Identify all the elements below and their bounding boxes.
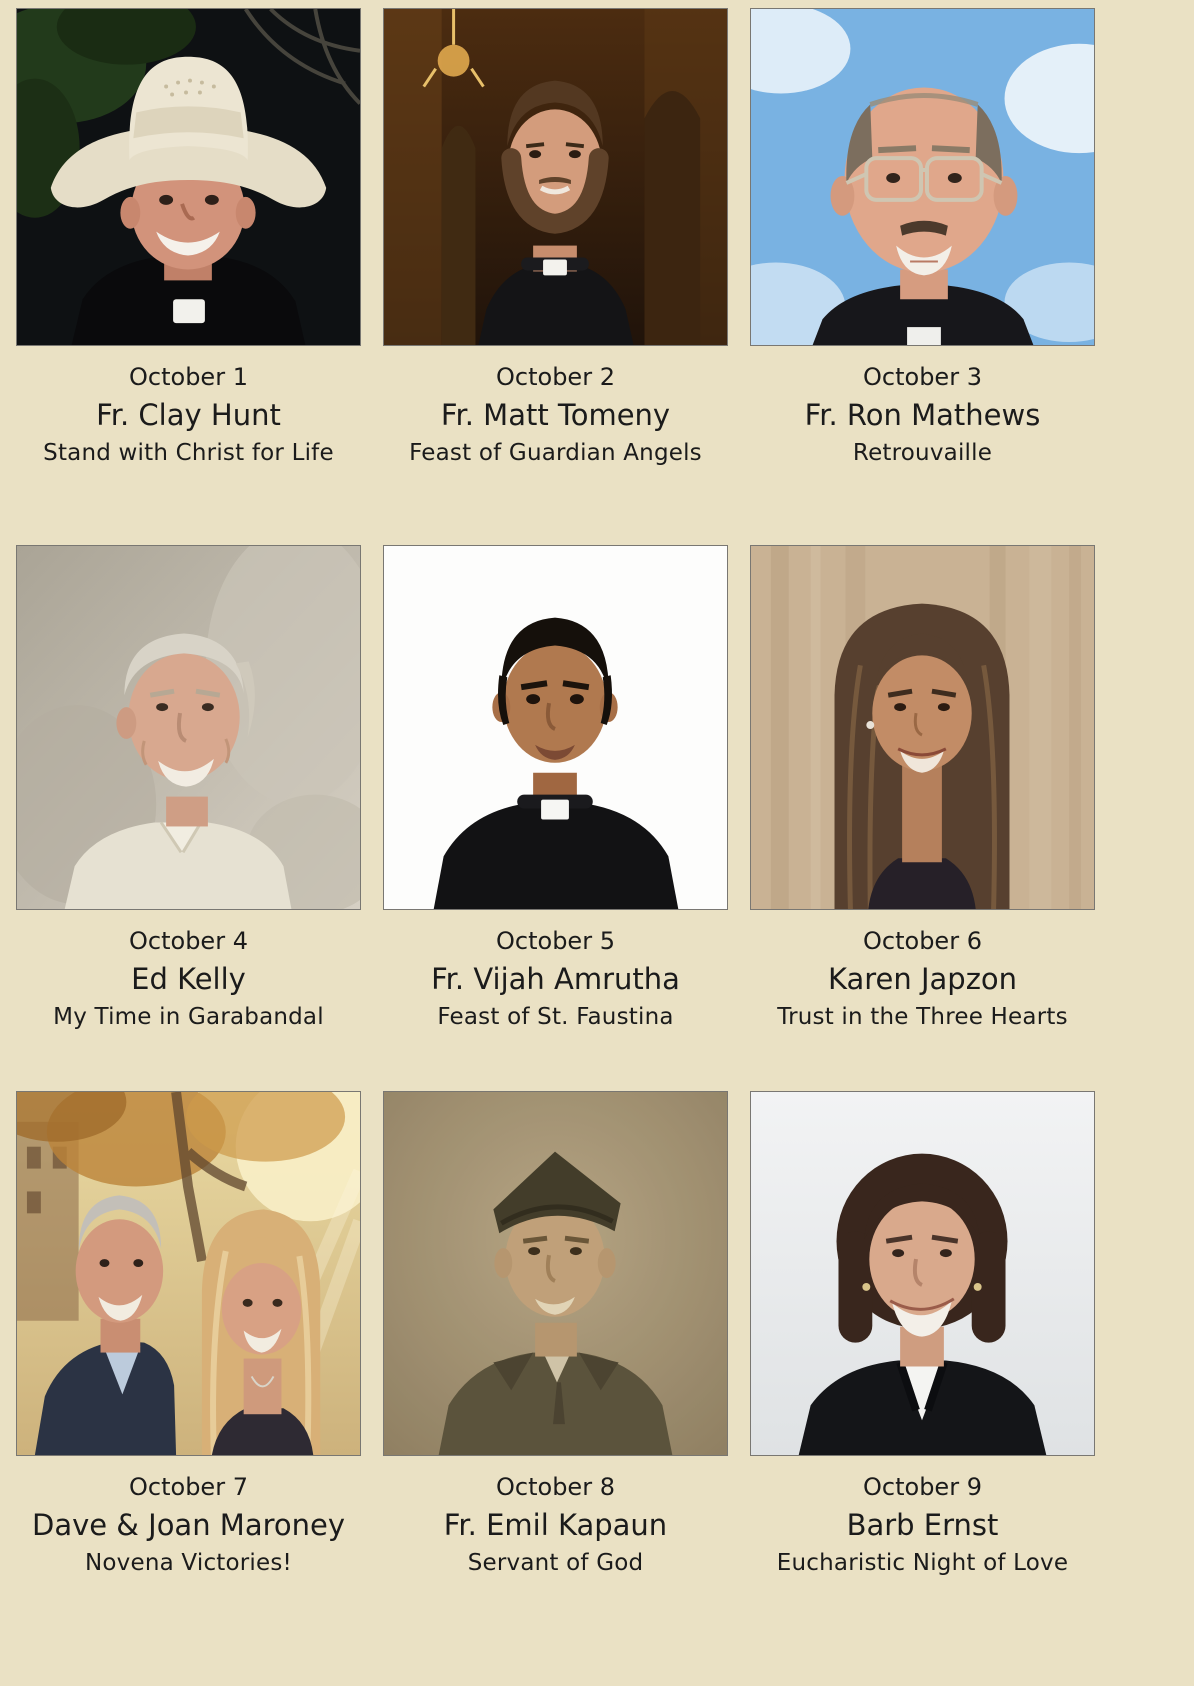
speaker-card-october-5 xyxy=(383,545,728,1031)
ed-kelly-photo xyxy=(16,545,361,910)
speaker-date: October 3 xyxy=(863,363,982,391)
speaker-name: Barb Ernst xyxy=(846,1508,999,1543)
speaker-name: Karen Japzon xyxy=(827,961,1018,996)
speaker-name: Fr. Vijah Amrutha xyxy=(431,961,680,996)
karen-japzon-photo xyxy=(750,545,1095,910)
speaker-card-october-4 xyxy=(16,545,361,1031)
speaker-topic: My Time in Garabandal xyxy=(53,1003,324,1030)
fr-vijah-amrutha-photo xyxy=(383,545,728,910)
speaker-topic: Stand with Christ for Life xyxy=(43,439,334,466)
speaker-card-october-8 xyxy=(383,1091,728,1577)
speaker-date: October 9 xyxy=(863,1473,982,1502)
speaker-topic: Servant of God xyxy=(467,1549,644,1576)
speaker-date: October 5 xyxy=(496,927,615,956)
fr-emil-kapaun-photo xyxy=(383,1091,728,1456)
speaker-card-october-3 xyxy=(750,8,1095,467)
speaker-name: Ed Kelly xyxy=(131,961,246,996)
dave-and-joan-maroney-photo xyxy=(16,1091,361,1456)
speaker-date: October 7 xyxy=(129,1473,248,1502)
speaker-date: October 8 xyxy=(496,1473,615,1502)
speaker-caption xyxy=(16,1473,361,1577)
fr-clay-hunt-photo xyxy=(16,8,361,346)
speaker-name: Fr. Ron Mathews xyxy=(804,397,1041,432)
speaker-caption xyxy=(383,1473,728,1577)
speaker-topic: Eucharistic Night of Love xyxy=(776,1549,1069,1576)
speaker-date: October 4 xyxy=(129,927,248,956)
speaker-card-october-2 xyxy=(383,8,728,467)
speaker-topic: Trust in the Three Hearts xyxy=(777,1003,1068,1030)
speaker-name: Fr. Clay Hunt xyxy=(96,397,281,432)
speaker-card-october-9 xyxy=(750,1091,1095,1577)
speaker-name: Fr. Emil Kapaun xyxy=(443,1508,668,1543)
speaker-caption xyxy=(383,363,728,467)
speaker-date: October 6 xyxy=(863,927,982,956)
speaker-name: Dave & Joan Maroney xyxy=(31,1508,346,1543)
speaker-date: October 2 xyxy=(496,363,615,391)
speaker-card-october-6 xyxy=(750,545,1095,1031)
speaker-caption xyxy=(750,1473,1095,1577)
speaker-topic: Feast of Guardian Angels xyxy=(409,439,702,466)
speaker-caption xyxy=(383,927,728,1031)
speaker-caption xyxy=(16,363,361,467)
speaker-row-2 xyxy=(0,545,1194,1031)
speaker-topic: Retrouvaille xyxy=(852,439,993,466)
speaker-caption xyxy=(750,363,1095,467)
speaker-name: Fr. Matt Tomeny xyxy=(440,397,671,432)
speaker-card-october-7 xyxy=(16,1091,361,1577)
speaker-card-october-1 xyxy=(16,8,361,467)
speaker-topic: Feast of St. Faustina xyxy=(437,1003,674,1030)
speaker-date: October 1 xyxy=(129,363,248,391)
speaker-caption xyxy=(16,927,361,1031)
fr-matt-tomeny-photo xyxy=(383,8,728,346)
speaker-caption xyxy=(750,927,1095,1031)
speaker-row-3 xyxy=(0,1091,1194,1577)
fr-ron-mathews-photo xyxy=(750,8,1095,346)
speaker-row-1 xyxy=(0,0,1194,467)
speaker-topic: Novena Victories! xyxy=(85,1549,292,1576)
barb-ernst-photo xyxy=(750,1091,1095,1456)
